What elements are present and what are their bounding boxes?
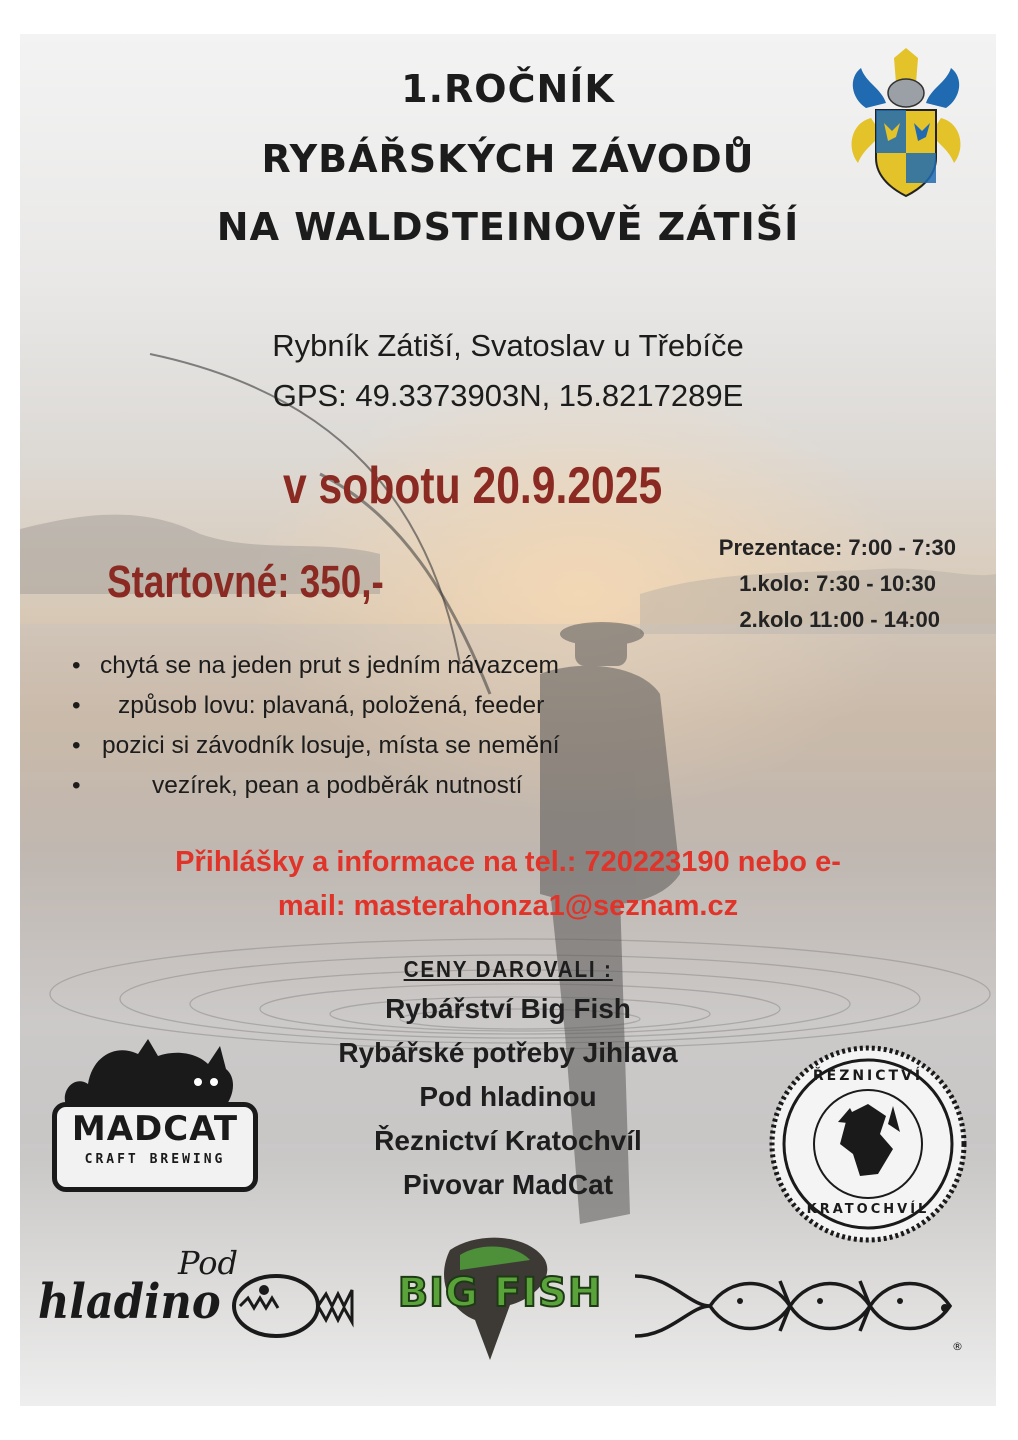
bullet-icon: • <box>72 652 81 679</box>
madcat-badge <box>52 1102 258 1192</box>
schedule-block <box>616 530 956 638</box>
madcat-name: MADCAT <box>71 1109 239 1149</box>
butcher-top-text: ŘEZNICTVÍ <box>812 1068 924 1084</box>
podhladinou-logo <box>38 1244 358 1354</box>
rules-item: • chytá se na jeden prut s jedním návazcem <box>72 646 752 686</box>
madcat-sub: CRAFT BREWING <box>84 1152 226 1167</box>
fish-brand-logo <box>630 1256 970 1356</box>
title-line-2: RYBÁŘSKÝCH ZÁVODŮ <box>261 137 755 181</box>
bigfish-logo <box>380 1230 620 1370</box>
podhladinou-big-text: hladino <box>38 1274 221 1330</box>
event-date: v sobotu 20.9.2025 <box>283 457 663 515</box>
bullet-icon: • <box>72 772 81 799</box>
madcat-logo <box>48 1034 258 1199</box>
butcher-logo <box>768 1044 968 1244</box>
contact-line-1: Přihlášky a informace na tel.: 720223190 nebo e- <box>175 846 841 878</box>
contact-info <box>20 840 996 928</box>
poster <box>20 34 996 1406</box>
bigfish-text: BIG FISH <box>397 1270 603 1316</box>
location-gps: GPS: 49.3373903N, 15.8217289E <box>272 378 744 413</box>
bullet-icon: • <box>72 732 81 759</box>
entry-fee: Startovné: 350,- <box>107 556 384 607</box>
bullet-icon: • <box>72 692 81 719</box>
donor-item: Pod hladinou <box>419 1081 597 1112</box>
podhladinou-small-text: Pod <box>178 1244 238 1282</box>
rules-item: • způsob lovu: plavaná, položená, feeder <box>72 686 752 726</box>
rules-item: • pozici si závodník losuje, místa se nemění <box>72 726 752 766</box>
schedule-round-2: 2.kolo 11:00 - 14:00 <box>739 607 940 632</box>
schedule-presentation: Prezentace: 7:00 - 7:30 <box>718 535 956 560</box>
donor-item: Řeznictví Kratochvíl <box>374 1125 642 1156</box>
donor-item: Rybářské potřeby Jihlava <box>338 1037 678 1068</box>
location-place: Rybník Zátiší, Svatoslav u Třebíče <box>272 328 744 363</box>
rules-list <box>72 646 752 806</box>
contact-line-2: mail: masterahonza1@seznam.cz <box>277 890 739 922</box>
rules-item: • vezírek, pean a podběrák nutností <box>72 766 752 806</box>
donor-item: Pivovar MadCat <box>402 1169 614 1200</box>
schedule-round-1: 1.kolo: 7:30 - 10:30 <box>739 571 936 596</box>
butcher-bottom-text: KRATOCHVÍL <box>806 1202 930 1217</box>
donor-item: Rybářství Big Fish <box>385 993 631 1024</box>
fish-chain-icon <box>630 1256 970 1356</box>
piranha-icon <box>228 1264 358 1344</box>
title-line-1: 1.ROČNÍK <box>401 67 615 111</box>
title-line-3: NA WALDSTEINOVĚ ZÁTIŠÍ <box>216 205 800 249</box>
registered-mark: ® <box>952 1340 963 1353</box>
donors-heading: CENY DAROVALI : <box>403 956 613 982</box>
